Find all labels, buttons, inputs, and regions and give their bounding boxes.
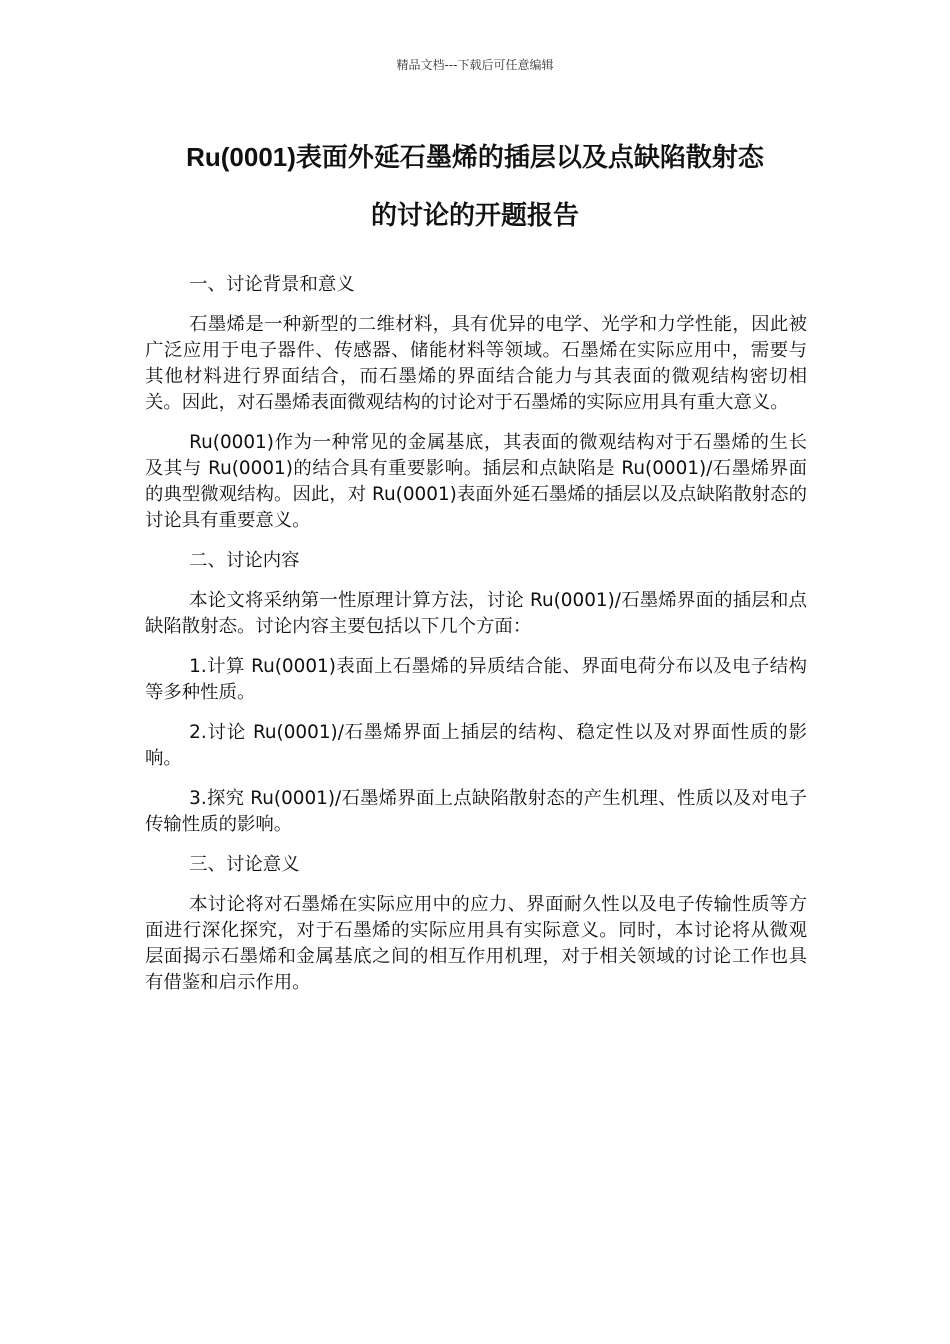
title-line-1: Ru(0001)表面外延石墨烯的插层以及点缺陷散射态 bbox=[186, 142, 764, 172]
section-heading-background: 一、讨论背景和意义 bbox=[189, 274, 355, 295]
document-body bbox=[145, 272, 807, 1010]
list-item-content-2: 2.讨论 Ru(0001)/石墨烯界面上插层的结构、稳定性以及对界面性质的影响。 bbox=[145, 722, 807, 769]
list-item-content-3: 3.探究 Ru(0001)/石墨烯界面上点缺陷散射态的产生机理、性质以及对电子传输性质的影响。 bbox=[145, 788, 807, 835]
paragraph-background-1: 石墨烯是一种新型的二维材料，具有优异的电学、光学和力学性能，因此被广泛应用于电子器件、传感器、储能材料等领域。石墨烯在实际应用中，需要与其他材料进行界面结合，而石墨烯的界面结合能力与其表面的微观结构密切相关。因此，对石墨烯表面微观结构的讨论对于石墨烯的实际应用具有重大意义。 bbox=[145, 314, 807, 413]
paragraph-background-2: Ru(0001)作为一种常见的金属基底，其表面的微观结构对于石墨烯的生长及其与 Ru(0001)的结合具有重要影响。插层和点缺陷是 Ru(0001)/石墨烯界面的典型微观结构。因此，对 Ru(0001)表面外延石墨烯的插层以及点缺陷散射态的讨论具有重要意义。 bbox=[145, 432, 807, 531]
list-item-content-1: 1.计算 Ru(0001)表面上石墨烯的异质结合能、界面电荷分布以及电子结构等多种性质。 bbox=[145, 656, 807, 703]
document-title bbox=[130, 128, 820, 244]
page-header: 精品文档---下载后可任意编辑 bbox=[396, 58, 554, 72]
section-heading-content: 二、讨论内容 bbox=[189, 550, 300, 571]
section-heading-significance: 三、讨论意义 bbox=[189, 854, 300, 875]
paragraph-content-intro: 本论文将采纳第一性原理计算方法，讨论 Ru(0001)/石墨烯界面的插层和点缺陷散射态。讨论内容主要包括以下几个方面： bbox=[145, 590, 807, 637]
title-line-2: 的讨论的开题报告 bbox=[370, 200, 579, 230]
paragraph-significance: 本讨论将对石墨烯在实际应用中的应力、界面耐久性以及电子传输性质等方面进行深化探究，对于石墨烯的实际应用具有实际意义。同时，本讨论将从微观层面揭示石墨烯和金属基底之间的相互作用机理，对于相关领域的讨论工作也具有借鉴和启示作用。 bbox=[145, 894, 807, 993]
